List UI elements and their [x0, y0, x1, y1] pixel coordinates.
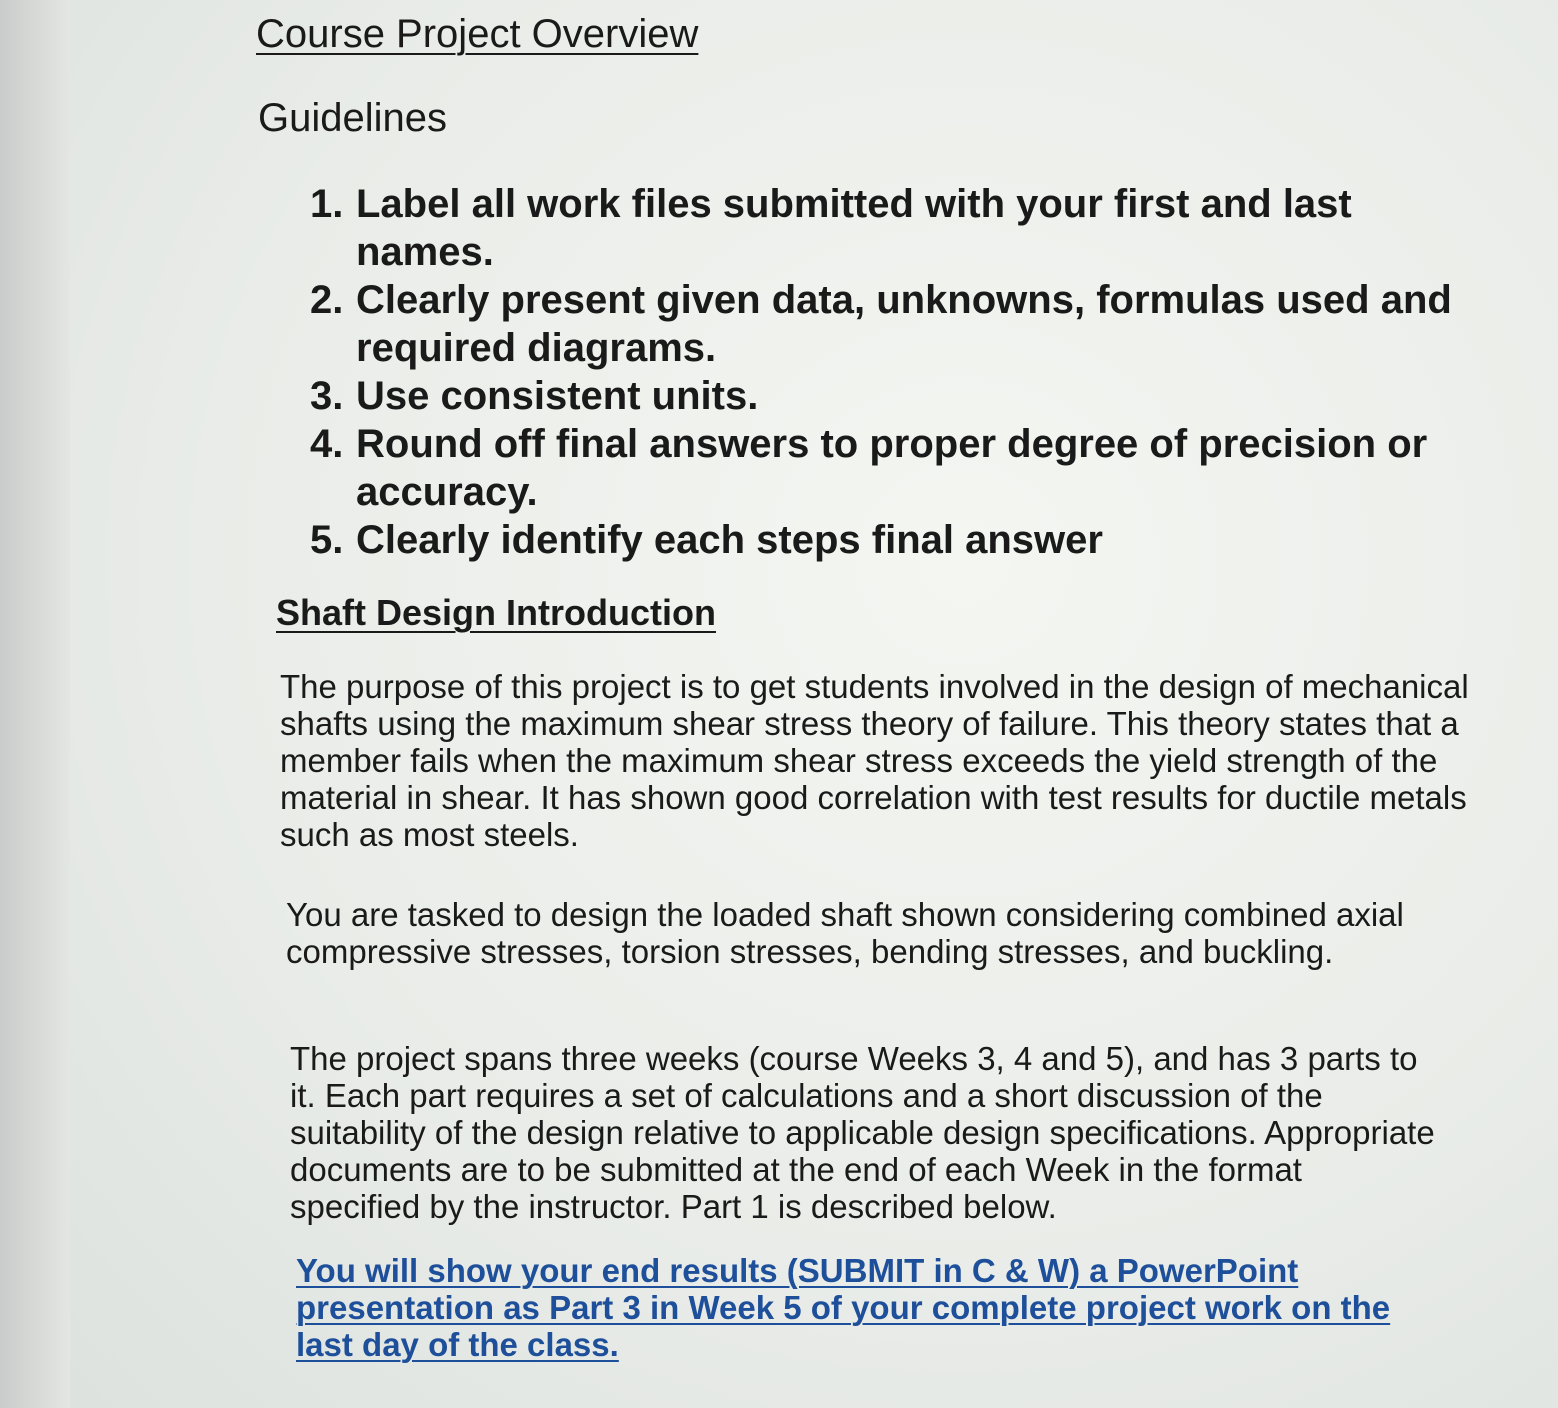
guidelines-list [310, 180, 1490, 564]
guideline-text: Clearly identify each steps final answer [356, 518, 1103, 562]
guideline-number: 4. [310, 422, 344, 466]
paragraph-task: You are tasked to design the loaded shaft shown considering combined axial compressive stresses, torsion stresses, bending stresses, and buckling. [286, 896, 1404, 970]
guideline-item [310, 420, 1490, 516]
guideline-number: 1. [310, 182, 344, 226]
guideline-item [310, 276, 1490, 372]
guideline-item [310, 372, 1490, 420]
guideline-text: Label all work files submitted with your first and last names. [356, 182, 1352, 274]
guideline-item [310, 516, 1490, 564]
guideline-text: Clearly present given data, unknowns, formulas used and required diagrams. [356, 278, 1452, 370]
guideline-number: 3. [310, 374, 344, 418]
paragraph-purpose: The purpose of this project is to get students involved in the design of mechanical shafts using the maximum shear stress theory of failure. This theory states that a member fails when the maximum shear stress exceeds the yield strength of the material in shear. It has shown good correlation with test results for ductile metals such as most steels. [280, 668, 1469, 853]
guideline-number: 2. [310, 278, 344, 322]
guideline-item [310, 180, 1490, 276]
paragraph-schedule: The project spans three weeks (course Weeks 3, 4 and 5), and has 3 parts to it. Each part requires a set of calculations and a short discussion of the suitability of the design relative to applicable design specifications. Appropriate documents are to be submitted at the end of each Week in the format specified by the instructor. Part 1 is described below. [290, 1040, 1435, 1225]
guidelines-heading: Guidelines [258, 96, 448, 140]
guideline-number: 5. [310, 518, 344, 562]
submission-note-link[interactable]: You will show your end results (SUBMIT in C & W) a PowerPoint presentation as Part 3 in Week 5 of your complete project work on the last day of the class. [296, 1252, 1391, 1363]
guideline-text: Use consistent units. [356, 374, 759, 418]
guideline-text: Round off final answers to proper degree of precision or accuracy. [356, 422, 1428, 514]
section-heading-shaft-design: Shaft Design Introduction [276, 592, 716, 633]
screen-edge [0, 0, 70, 1408]
page-title: Course Project Overview [256, 12, 699, 56]
